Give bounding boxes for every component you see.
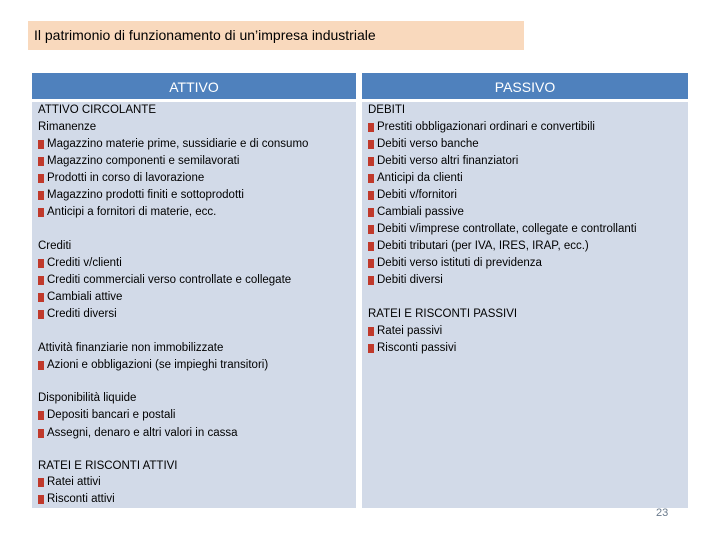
bullet-icon	[38, 191, 44, 200]
bullet-icon	[38, 478, 44, 487]
page-number: 23	[656, 507, 669, 519]
bullet-icon	[368, 174, 374, 183]
bullet-icon	[368, 327, 374, 336]
bullet-icon	[368, 276, 374, 285]
bullet-icon	[368, 157, 374, 166]
slide-title: Il patrimonio di funzionamento di un’impresa industriale	[34, 27, 376, 43]
bullet-icon	[38, 495, 44, 504]
section-heading: DEBITI	[368, 104, 406, 116]
section-heading: RATEI E RISCONTI ATTIVI	[38, 460, 178, 472]
section-heading: RATEI E RISCONTI PASSIVI	[368, 308, 518, 320]
slide-title-box	[28, 21, 524, 50]
section-heading: ATTIVO CIRCOLANTE	[38, 104, 156, 116]
section-heading: Attività finanziarie non immobilizzate	[38, 342, 224, 354]
section-heading: Crediti	[38, 240, 72, 252]
bullet-icon	[38, 276, 44, 285]
bullet-icon	[38, 429, 44, 438]
bullet-icon	[38, 174, 44, 183]
bullet-icon	[38, 208, 44, 217]
section-heading: Disponibilità liquide	[38, 392, 137, 404]
bullet-icon	[368, 259, 374, 268]
bullet-icon	[368, 140, 374, 149]
passivo-header: PASSIVO	[362, 73, 688, 99]
bullet-icon	[368, 242, 374, 251]
bullet-icon	[368, 208, 374, 217]
bullet-icon	[38, 259, 44, 268]
bullet-icon	[38, 157, 44, 166]
passivo-column: DEBITI Prestiti obbligazionari ordinari e convertibili Debiti verso banche Debiti verso altri finanziatori Anticipi da clienti Debiti v/fornitori Cambiali passive Debiti v/imprese controllate, collegate e controllanti Debiti tributari (per IVA, IRES, IRAP, ecc.) Debiti verso istituti di previdenza Debiti diversi RATEI E RISCONTI PASSIVI Ratei passivi Risconti passivi	[362, 102, 688, 508]
bullet-icon	[38, 310, 44, 319]
bullet-icon	[38, 411, 44, 420]
attivo-header: ATTIVO	[32, 73, 356, 99]
bullet-icon	[38, 140, 44, 149]
bullet-icon	[368, 225, 374, 234]
attivo-column: ATTIVO CIRCOLANTE Rimanenze Magazzino materie prime, sussidiarie e di consumo Magazzino componenti e semilavorati Prodotti in corso di lavorazione Magazzino prodotti finiti e sottoprodotti Anticipi a fornitori di materie, ecc. Crediti Crediti v/clienti Crediti commerciali verso controllate e collegate Cambiali attive Crediti diversi Attività finanziarie non immobilizzate Azioni e obbligazioni (se impieghi transitori) Disponibilità liquide Depositi bancari e postali Assegni, denaro e altri valori in cassa RATEI E RISCONTI ATTIVI Ratei attivi Risconti attivi	[32, 102, 356, 508]
bullet-icon	[38, 293, 44, 302]
bullet-icon	[368, 123, 374, 132]
section-subheading: Rimanenze	[38, 121, 97, 133]
bullet-icon	[38, 361, 44, 370]
bullet-icon	[368, 344, 374, 353]
bullet-icon	[368, 191, 374, 200]
